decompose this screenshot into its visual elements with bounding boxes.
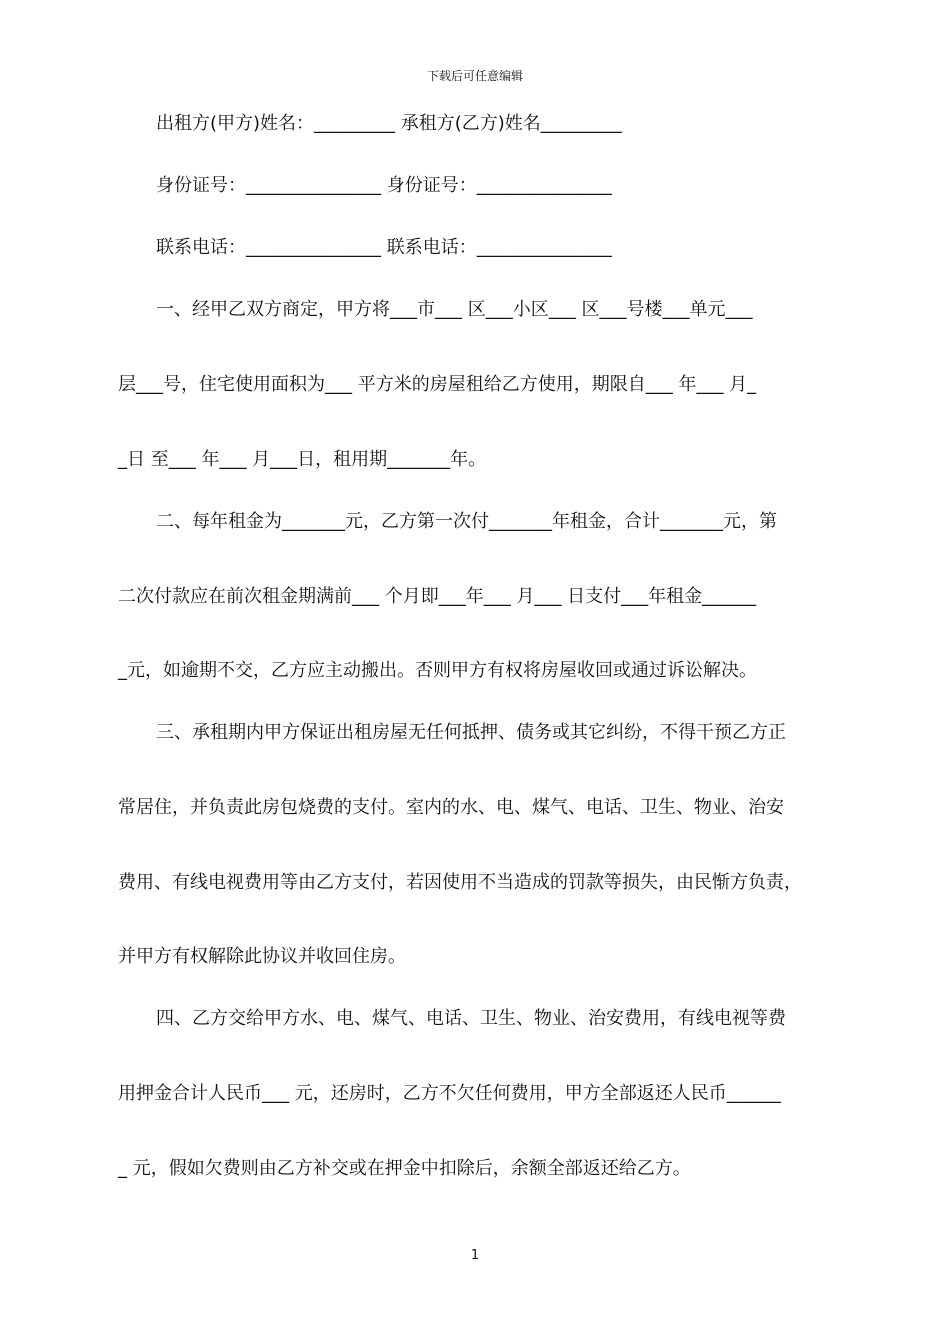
page-header: 下载后可任意编辑 (426, 69, 523, 83)
party-names-line: 出租方(甲方)姓名：_________ 承租方(乙方)姓名_________ (156, 113, 622, 134)
clause-two-line-2: 二次付款应在前次租金期满前___ 个月即___年___ 月___ 日支付___年租金______ (118, 586, 757, 607)
clause-one-line-2: 层___号，住宅使用面积为___ 平方米的房屋租给乙方使用，期限自___ 年___ 月_ (118, 374, 757, 395)
clause-three-line-1: 三、承租期内甲方保证出租房屋无任何抵押、债务或其它纠纷，不得干预乙方正 (156, 722, 786, 743)
page-number: 1 (470, 1248, 480, 1263)
clause-four-line-1: 四、乙方交给甲方水、电、煤气、电话、卫生、物业、治安费用，有线电视等费 (156, 1008, 786, 1029)
clause-three-line-3: 费用、有线电视费用等由乙方支付，若因使用不当造成的罚款等损失，由民惭方负责， (118, 872, 802, 893)
party-phone-line: 联系电话：_______________ 联系电话：_______________ (156, 237, 612, 258)
clause-three-line-2: 常居住，并负责此房包烧费的支付。室内的水、电、煤气、电话、卫生、物业、治安 (118, 797, 784, 818)
clause-one-line-1: 一、经甲乙双方商定，甲方将___市___ 区___小区___ 区___号楼___单元___ (156, 299, 753, 320)
clause-two-line-3: _元，如逾期不交，乙方应主动搬出。否则甲方有权将房屋收回或通过诉讼解决。 (118, 660, 757, 681)
clause-three-line-4: 并甲方有权解除此协议并收回住房。 (118, 946, 406, 967)
party-id-line: 身份证号：_______________ 身份证号：_______________ (156, 175, 612, 196)
clause-four-line-3: _ 元，假如欠费则由乙方补交或在押金中扣除后，余额全部返还给乙方。 (118, 1158, 691, 1179)
clause-four-line-2: 用押金合计人民币___ 元，还房时，乙方不欠任何费用，甲方全部返还人民币______ (118, 1083, 781, 1104)
clause-one-line-3: _日 至___ 年___ 月___日，租用期_______年。 (118, 449, 487, 470)
clause-two-line-1: 二、每年租金为_______元，乙方第一次付_______年租金，合计_______元，第 (156, 511, 777, 532)
